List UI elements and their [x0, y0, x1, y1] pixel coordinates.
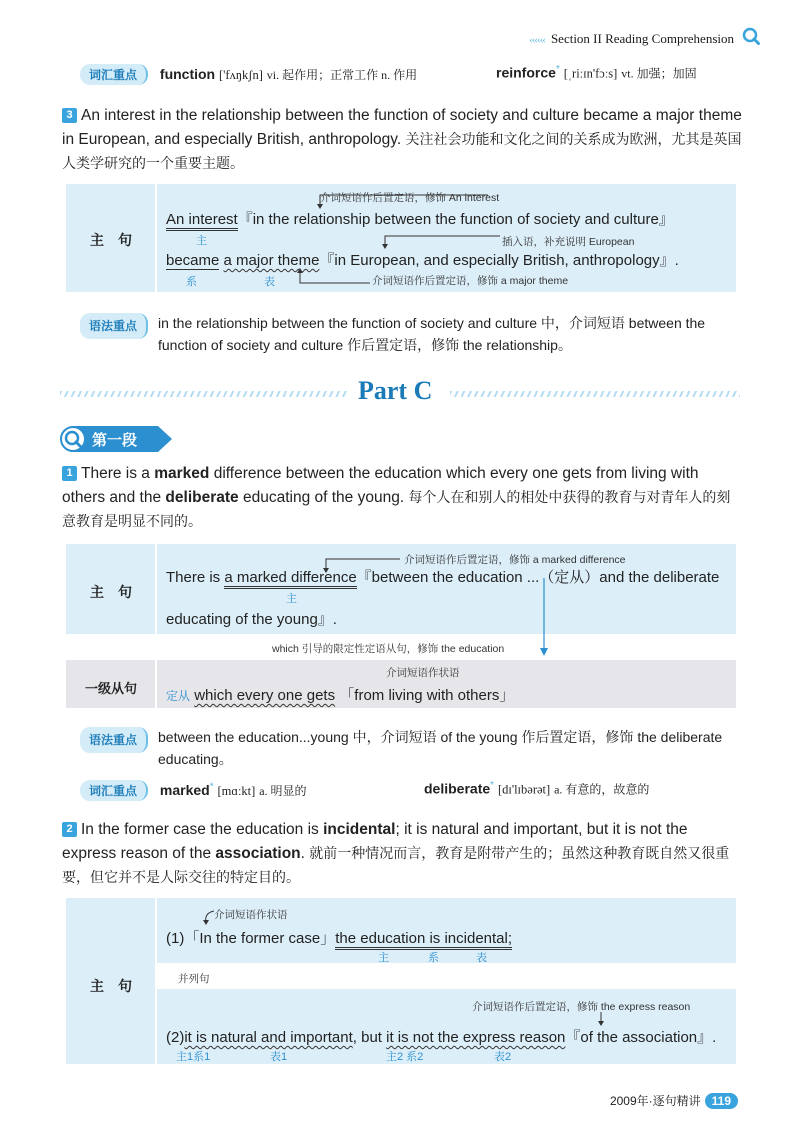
- sentence-line-2: educating of the young』.: [166, 611, 337, 628]
- role-label: 表2: [494, 1051, 512, 1063]
- vocab-pron: [ˌriːɪn'fɔːs]: [563, 66, 618, 81]
- prep-phrase: 「from living with others」: [339, 687, 515, 704]
- clause-main: the education is incidental;: [335, 930, 512, 950]
- subject: a marked difference: [224, 569, 356, 589]
- role-label: 主: [196, 235, 207, 247]
- grammar-text: between the education...young 中，介词短语 of the young 作后置定语，修饰 the deliberate educating。: [158, 729, 723, 767]
- vocab-word-2: reinforce: [496, 64, 556, 81]
- text-run: educating of the young.: [238, 489, 405, 506]
- part-divider-left: [60, 391, 348, 397]
- section-title-badge: [60, 426, 172, 457]
- role-label: 系: [186, 276, 197, 288]
- keyword: marked: [154, 465, 210, 482]
- prep-phrase: 『in European, and especially British, anthropology』.: [319, 252, 679, 269]
- text-run: There is: [166, 569, 225, 586]
- header-title: Section II Reading Comprehension: [550, 31, 734, 46]
- star-mark: *: [209, 781, 214, 793]
- annotation-note: 插入语，补充说明 European: [502, 236, 635, 248]
- paragraph-chinese: 关注社会功能和文化之间的关系成为欧洲，尤其是英国人类学研究的一个重要主题。: [62, 132, 742, 172]
- vocab-pron: ['fʌŋkʃn]: [219, 68, 263, 82]
- text-run: In the former case the education is: [81, 821, 324, 838]
- paragraph-number: 1: [62, 466, 77, 481]
- role-label: 表: [264, 276, 275, 288]
- predicative: a major theme: [223, 252, 320, 269]
- role-label: 表1: [270, 1051, 288, 1063]
- part-divider-right: [450, 391, 740, 397]
- footer-text: 2009年·逐句精讲: [609, 1094, 701, 1108]
- annotation-note: 介词短语作状语: [386, 667, 460, 679]
- keyword: association: [215, 845, 301, 862]
- grammar-note-3: [80, 312, 740, 356]
- grammar-tag: 语法重点: [80, 313, 148, 339]
- text-run: There is a: [81, 465, 155, 482]
- running-header: [529, 31, 734, 47]
- vocab-pron: [mɑːkt]: [217, 784, 256, 798]
- clause-line: [166, 684, 514, 705]
- box-gap: [157, 963, 736, 989]
- vocab-row-2b: [424, 780, 649, 798]
- annotation-note: 介词短语作后置定语，修饰 a major theme: [372, 275, 569, 287]
- sentence-line-1: [166, 208, 674, 229]
- vocab-row-2: [80, 780, 307, 801]
- paragraph-chinese: 每个人在和别人的相处中获得的教育与对青年人的刻意教育是明显不同的。: [62, 490, 731, 530]
- annotation-note: 并列句: [178, 973, 210, 985]
- text-run: ; it is natural and important, but it is not the express reason of the: [62, 821, 688, 862]
- verb: became: [166, 252, 220, 269]
- annotation-note: which 引导的限定性定语从句，修饰 the education: [272, 643, 505, 655]
- clause-2: it is not the express reason: [386, 1029, 566, 1046]
- role-label: 主: [378, 952, 389, 964]
- prep-phrase: (1)「In the former case」: [166, 930, 336, 947]
- clause-tag: 定从: [166, 689, 191, 703]
- header-arrows: ‹‹‹‹‹‹: [528, 34, 545, 46]
- sentence-line-1: [166, 927, 512, 948]
- part-title: Part C: [358, 376, 433, 405]
- clause-core: which every one gets: [194, 687, 336, 704]
- text-run: difference between the education which every one gets from living with others and the: [62, 465, 699, 506]
- keyword: incidental: [323, 821, 396, 838]
- annotation-note: 介词短语作状语: [214, 909, 288, 921]
- subject: An interest: [166, 211, 238, 231]
- grammar-note-1: [80, 726, 740, 770]
- vocab-word-2: deliberate: [424, 780, 491, 797]
- box-label: 一级从句: [84, 681, 137, 696]
- role-label: 系: [428, 952, 439, 964]
- section-title: 第一段: [92, 432, 138, 449]
- sentence-line-2: [166, 249, 679, 270]
- role-label: 表: [476, 952, 487, 964]
- star-mark: *: [490, 780, 495, 791]
- paragraph-number: 3: [62, 108, 77, 123]
- text-run: , but: [352, 1029, 387, 1046]
- text-run: .: [300, 845, 305, 862]
- vocab-word: marked: [159, 782, 210, 798]
- paragraph-chinese: 就前一种情况而言，教育是附带产生的；虽然这种教育既自然又很重要，但它并不是人际交往的特定目的。: [62, 846, 730, 886]
- vocab-tag: 词汇重点: [80, 780, 148, 801]
- grammar-tag: 语法重点: [80, 727, 148, 753]
- vocab-pron: [dɪ'lɪbərət]: [497, 782, 551, 797]
- vocab-tag: 词汇重点: [80, 64, 148, 85]
- vocab-def: a. 明显的: [259, 784, 307, 798]
- clause-1: it is natural and important: [184, 1029, 353, 1046]
- prep-phrase: 『in the relationship between the function of society and culture』: [237, 211, 674, 228]
- role-label: 主2 系2: [386, 1051, 424, 1063]
- paragraph-number: 2: [62, 822, 77, 837]
- paragraph-1: [62, 462, 742, 534]
- paragraph-english: An interest in the relationship between the function of society and culture became a major theme in European, and especially British, anthropology.: [62, 107, 742, 148]
- text-run: (2): [166, 1029, 185, 1046]
- annotation-note: 介词短语作后置定语，修饰 the express reason: [472, 1001, 691, 1013]
- vocab-def: vi. 起作用；正常工作 n. 作用: [266, 68, 418, 82]
- sentence-line-2: [166, 1026, 716, 1047]
- prep-phrase: 『between the education ...（定从）and the deliberate: [356, 569, 720, 586]
- role-label: 主1系1: [176, 1051, 211, 1063]
- annotation-note: 介词短语作后置定语，修饰 a marked difference: [404, 554, 626, 566]
- paragraph-3: [62, 104, 742, 176]
- vocab-row-1b: [496, 64, 697, 82]
- vocab-def: vt. 加强；加固: [621, 66, 697, 81]
- role-label: 主: [286, 593, 297, 605]
- star-mark: *: [555, 64, 560, 75]
- paragraph-2: [62, 818, 742, 890]
- grammar-text: in the relationship between the function of society and culture 中，介词短语 between the function of society and culture 作后置定语，修饰 the relationship。: [158, 315, 706, 353]
- annotation-note: 介词短语作后置定语，修饰 An interest: [320, 192, 500, 204]
- sentence-line-1: [166, 566, 719, 587]
- keyword: deliberate: [165, 489, 239, 506]
- box-label: 主 句: [90, 978, 132, 994]
- vocab-def: a. 有意的，故意的: [554, 782, 650, 797]
- page-number: 119: [705, 1093, 738, 1109]
- box-label: 主 句: [90, 584, 132, 600]
- search-icon: [742, 27, 760, 45]
- vocab-word: function: [159, 66, 216, 82]
- prep-phrase: 『of the association』.: [565, 1029, 717, 1046]
- vocab-row-1: [80, 64, 417, 85]
- box-label: 主 句: [90, 232, 132, 248]
- page-footer: [610, 1092, 738, 1109]
